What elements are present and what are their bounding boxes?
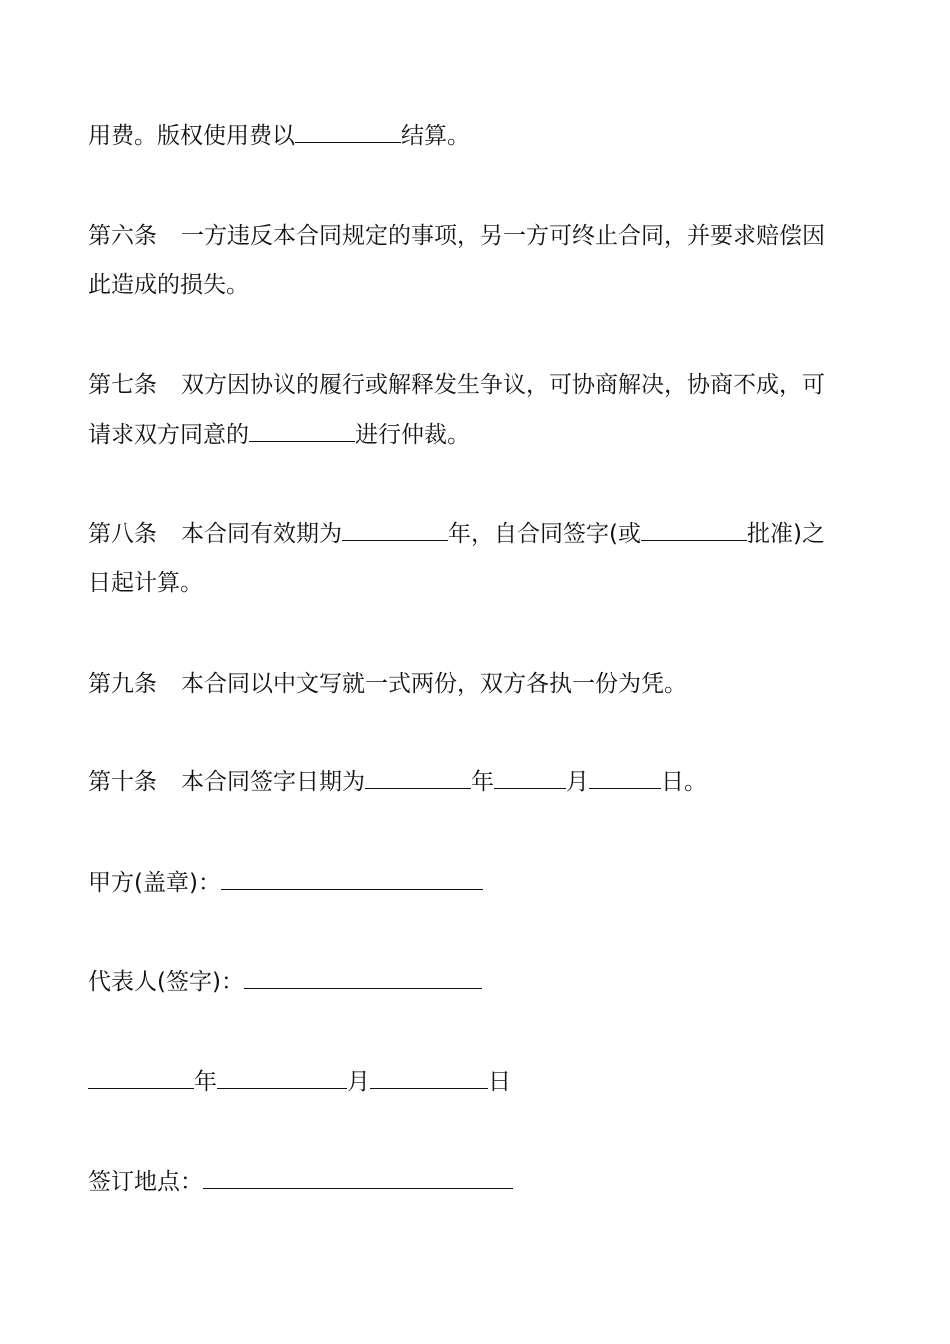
article-10-day: 日。 <box>661 769 707 795</box>
date-month-blank[interactable] <box>217 1066 347 1089</box>
date-day-label: 日 <box>488 1069 511 1095</box>
article-7-text-a: 请求双方同意的 <box>88 422 249 448</box>
signing-place-label: 签订地点： <box>88 1169 203 1195</box>
signing-place-line <box>88 1166 513 1197</box>
date-line <box>88 1066 511 1097</box>
royalty-settlement-blank[interactable] <box>295 120 401 143</box>
arbitration-body-blank[interactable] <box>249 419 355 442</box>
article-6-text: 一方违反本合同规定的事项，另一方可终止合同，并要求赔偿因 <box>181 223 825 249</box>
date-month-label: 月 <box>347 1069 370 1095</box>
date-year-blank[interactable] <box>88 1066 194 1089</box>
article-6-number: 第六条 <box>88 223 157 249</box>
article-8-line-1 <box>88 518 825 549</box>
article-8-text-b: 年，自合同签字(或 <box>448 521 641 547</box>
article-9 <box>88 669 687 699</box>
article-7-text: 双方因协议的履行或解释发生争议，可协商解决，协商不成，可 <box>181 372 825 398</box>
approval-authority-blank[interactable] <box>641 518 747 541</box>
party-a-seal-line <box>88 867 483 898</box>
article-6-text-cont: 此造成的损失。 <box>88 272 249 298</box>
article-10-month: 月 <box>566 769 589 795</box>
article-7-text-b: 进行仲裁。 <box>355 422 470 448</box>
article-6-line-2 <box>88 270 249 300</box>
article-7-line-1 <box>88 370 825 400</box>
validity-years-blank[interactable] <box>342 518 448 541</box>
article-10-text: 本合同签字日期为 <box>181 769 365 795</box>
article-7-number: 第七条 <box>88 372 157 398</box>
party-a-seal-blank[interactable] <box>221 867 483 890</box>
article-9-number: 第九条 <box>88 671 157 697</box>
article-5-text-a: 用费。版权使用费以 <box>88 123 295 149</box>
article-8-text-c: 批准)之 <box>746 521 825 547</box>
article-5-text-b: 结算。 <box>401 123 470 149</box>
article-8-text-a: 本合同有效期为 <box>181 521 342 547</box>
signing-day-blank[interactable] <box>589 766 661 789</box>
representative-signature-blank[interactable] <box>244 966 482 989</box>
article-6-line-1 <box>88 221 825 251</box>
representative-line <box>88 966 482 997</box>
signing-place-blank[interactable] <box>203 1166 513 1189</box>
article-5-continuation <box>88 120 470 151</box>
date-year-label: 年 <box>194 1069 217 1095</box>
article-10 <box>88 766 707 797</box>
article-8-number: 第八条 <box>88 521 157 547</box>
article-8-line-2 <box>88 568 203 598</box>
signing-month-blank[interactable] <box>494 766 566 789</box>
article-7-line-2 <box>88 419 470 450</box>
article-10-year: 年 <box>471 769 494 795</box>
signing-year-blank[interactable] <box>365 766 471 789</box>
article-9-text: 本合同以中文写就一式两份，双方各执一份为凭。 <box>181 671 687 697</box>
representative-label: 代表人(签字)： <box>88 969 244 995</box>
date-day-blank[interactable] <box>370 1066 488 1089</box>
article-10-number: 第十条 <box>88 769 157 795</box>
article-8-text-cont: 日起计算。 <box>88 570 203 596</box>
party-a-label: 甲方(盖章)： <box>88 870 221 896</box>
